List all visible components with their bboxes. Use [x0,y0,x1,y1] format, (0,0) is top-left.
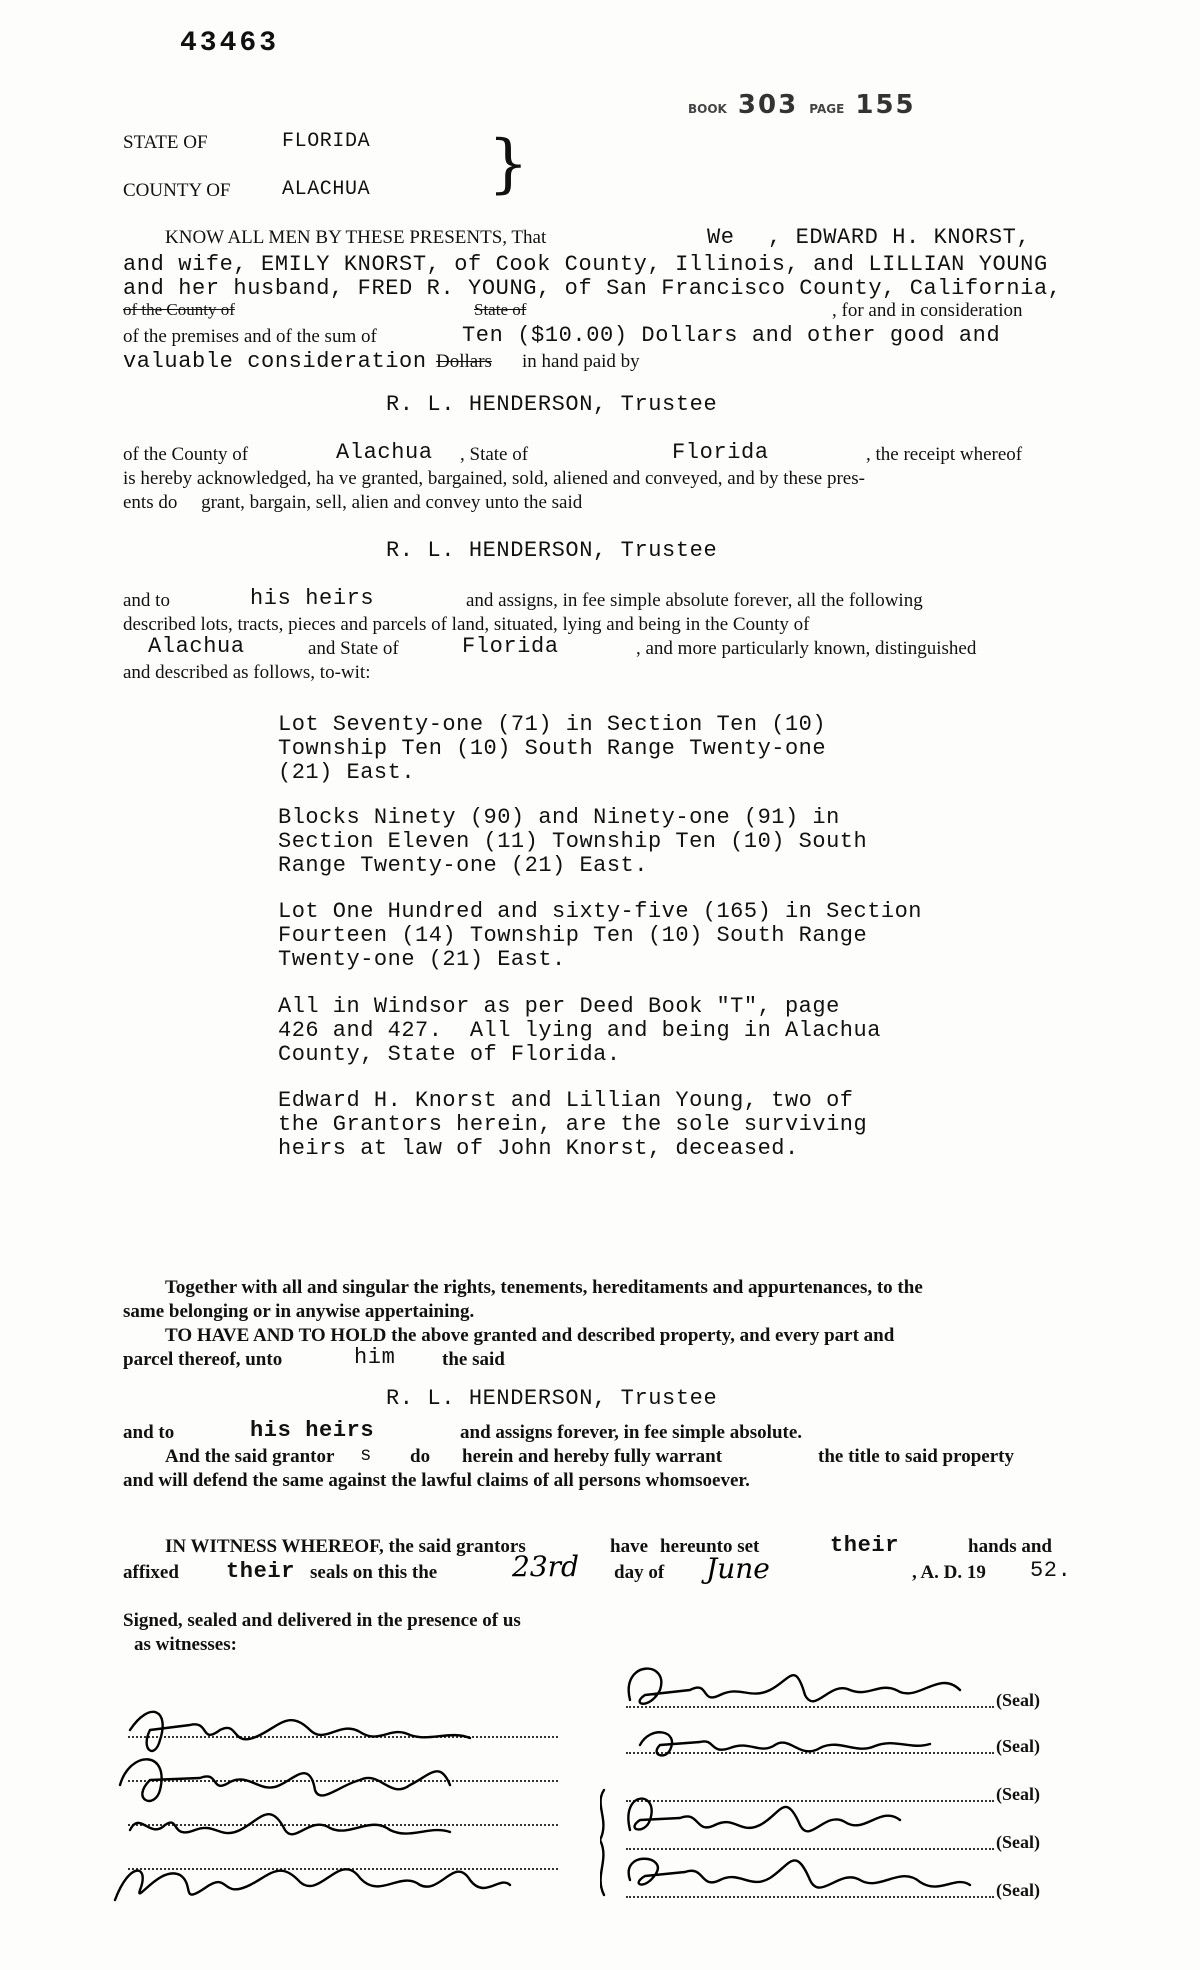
assigns-heirs: his heirs [250,586,375,611]
habendum-line7-e: the title to said property [818,1446,1014,1467]
witness-signed-2: as witnesses: [134,1634,237,1655]
witness-their-1: their [830,1533,900,1558]
witness-day-handwritten: 23rd [512,1550,579,1583]
habendum-line7-d: herein and hereby fully warrant [462,1446,723,1467]
grant-line2: ents do grant, bargain, sell, alien and convey unto the said [123,492,583,513]
grantor-signature-fred [629,1859,970,1888]
grantee-county-label: of the County of [123,444,249,465]
property-paragraph-4: All in Windsor as per Deed Book "T", page 426 and 427. All lying and being in Alachua County, State of Florida. [278,994,881,1067]
witness-signed-1: Signed, sealed and delivered in the presence of us [123,1610,521,1631]
habendum-line7-do: do [410,1446,431,1467]
state-label: STATE OF [123,132,208,153]
witness-line2-a: affixed [123,1562,179,1583]
document-number: 43463 [180,28,280,59]
witness-signature-2 [120,1759,450,1801]
habendum-line3: TO HAVE AND TO HOLD the above granted and described property, and every part and [165,1325,895,1346]
property-paragraph-3: Lot One Hundred and sixty-five (165) in Section Fourteen (14) Township Ten (10) South Range Twenty-one (21) East. [278,899,923,972]
assigns-county: Alachua [148,634,245,659]
witness-line1-e: hands and [968,1536,1052,1557]
county-label: COUNTY OF [123,180,231,201]
witness-their-2: their [226,1559,296,1584]
book-page-stamp [688,90,916,120]
habendum-line1: Together with all and singular the rights, tenements, hereditaments and appurtenances, to the [165,1277,923,1298]
grantor-signatures [600,1640,1000,1930]
seal-label-3: (Seal) [996,1784,1040,1804]
venue-brace: } [488,127,529,201]
grantor-signature-lillian [628,1799,900,1832]
assigns-state: Florida [462,634,559,659]
intro-consideration: Ten ($10.00) Dollars and other good and [462,323,1001,348]
habendum-line6-rest: and assigns forever, in fee simple absolute. [460,1422,803,1443]
state-value: FLORIDA [282,130,371,153]
book-label: BOOK [688,102,727,116]
grantor-brace [600,1790,604,1895]
intro-line6-c: in hand paid by [522,351,640,372]
intro-we: We [707,225,735,250]
intro-line4-c: , for and in consideration [832,300,1023,321]
assigns-line1-rest: and assigns, in fee simple absolute forever, all the following [466,590,923,611]
page-number: 155 [855,90,916,120]
grantee-state-label: , State of [460,444,529,465]
seal-label-1: (Seal) [996,1690,1040,1710]
intro-line6-b: Dollars [436,351,492,372]
intro-line1-a: KNOW ALL MEN BY THESE PRESENTS, That [165,227,547,248]
witness-line1-b: have [610,1536,648,1557]
assigns-line3-rest: , and more particularly known, distinguished [636,638,977,659]
grantee-name-2: R. L. HENDERSON, Trustee [386,538,718,563]
witness-signatures [110,1690,580,1920]
intro-line6-a: valuable consideration [123,349,427,374]
assigns-state-label: and State of [308,638,399,659]
grantor-signature-emily [640,1732,930,1755]
grantee-county: Alachua [336,440,433,465]
assigns-and-to: and to [123,590,170,611]
witness-month-handwritten: June [706,1552,770,1585]
intro-line3: and her husband, FRED R. YOUNG, of San Francisco County, California, [123,276,1062,301]
habendum-line4-a: parcel thereof, unto [123,1349,283,1370]
property-paragraph-2: Blocks Ninety (90) and Ninety-one (91) in Section Eleven (11) Township Ten (10) South Range Twenty-one (21) East. [278,805,868,878]
grantee-state: Florida [672,440,769,465]
county-value: ALACHUA [282,178,371,201]
property-paragraph-5: Edward H. Knorst and Lillian Young, two of the Grantors herein, are the sole surviving heirs at law of John Knorst, deceased. [278,1088,868,1161]
book-number: 303 [737,90,799,120]
page-label: PAGE [809,102,845,116]
grantor-signature-edward [629,1669,960,1704]
grant-line1: is hereby acknowledged, ha ve granted, bargained, sold, aliened and conveyed, and by these pres- [123,468,865,489]
intro-line5-a: of the premises and of the sum of [123,326,377,347]
property-paragraph-1: Lot Seventy-one (71) in Section Ten (10) Township Ten (10) South Range Twenty-one (21) East. [278,712,827,785]
habendum-line4-c: the said [442,1349,505,1370]
witness-signature-1 [130,1712,470,1751]
habendum-him: him [354,1345,396,1370]
grantee-name-1: R. L. HENDERSON, Trustee [386,392,718,417]
seal-label-5: (Seal) [996,1880,1040,1900]
assigns-line4: and described as follows, to-wit: [123,662,371,683]
intro-line4-a: of the County of [123,300,235,319]
witness-signature-4 [115,1869,510,1900]
habendum-and-to: and to [123,1422,175,1443]
witness-line2-d: day of [614,1562,665,1583]
intro-line2: and wife, EMILY KNORST, of Cook County, Illinois, and LILLIAN YOUNG [123,252,1048,277]
witness-year: 52. [1030,1558,1072,1583]
habendum-heirs: his heirs [250,1418,375,1443]
witness-line2-e: , A. D. 19 [912,1562,986,1583]
intro-line1-c: , EDWARD H. KNORST, [768,225,1031,250]
witness-line1-a: IN WITNESS WHEREOF, the said grantors [165,1536,526,1557]
habendum-line7-s: s [360,1444,373,1466]
witness-signature-3 [130,1814,450,1834]
witness-line2-c: seals on this the [310,1562,438,1583]
witness-line1-c: hereunto set [660,1536,760,1557]
grantee-receipt: , the receipt whereof [866,444,1023,465]
habendum-line8: and will defend the same against the lawful claims of all persons whomsoever. [123,1470,750,1491]
grantee-name-3: R. L. HENDERSON, Trustee [386,1386,718,1411]
seal-label-4: (Seal) [996,1832,1040,1852]
habendum-line7-a: And the said grantor [165,1446,335,1467]
seal-label-2: (Seal) [996,1736,1040,1756]
habendum-line2: same belonging or in anywise appertaining. [123,1301,475,1322]
assigns-line2: described lots, tracts, pieces and parcels of land, situated, lying and being in the County of [123,614,810,635]
intro-line4-b: State of [474,300,527,319]
